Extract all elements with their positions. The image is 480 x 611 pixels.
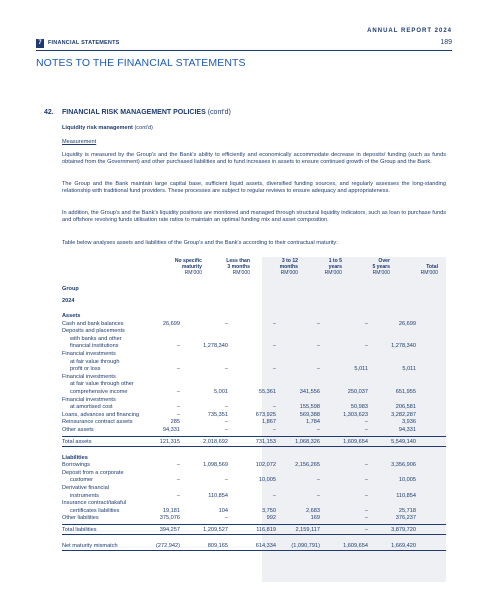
cell-value: 206,581: [395, 404, 416, 411]
paragraph-1: Liquidity is measured by the Group's and the Bank's ability to efficiently and economically accommodate decrease in deposits/ funding (such as funds obtained from the Government) and other purchased liabilities and to fund increases in assets to ensure continued growth of the Group and the Bank.: [62, 152, 446, 166]
cell-value: 1,068,326: [295, 438, 320, 445]
column-header-line: RM'000: [420, 270, 438, 277]
note-number: 42.: [44, 109, 54, 116]
cell-value: –: [316, 477, 320, 484]
note-title-cont: (cont'd): [207, 109, 231, 116]
cell-value: 2,156,265: [295, 462, 320, 469]
row-label: Cash and bank balances: [62, 320, 124, 327]
row-label: Total assets: [62, 438, 92, 445]
column-header-line: RM'000: [184, 270, 202, 277]
header-rule: [36, 50, 452, 51]
row-label: instruments: [70, 492, 99, 499]
column-header-line: Total: [426, 264, 438, 271]
table-row: [62, 297, 446, 305]
cell-value: (1,090,791): [291, 543, 320, 549]
row-label: Other assets: [62, 427, 94, 433]
cell-value: –: [176, 366, 180, 373]
paragraph-2: The Group and the Bank maintain large capital base, sufficient liquid assets, diversified funding sources, and regularly assesses the long-standing relationship with traditional fund providers. These processes are subject to regular reviews to ensure adequacy and appropriateness.: [62, 181, 446, 195]
cell-value: 614,334: [255, 543, 276, 549]
table-row: [62, 526, 446, 534]
column-header-line: RM'000: [372, 270, 390, 277]
cell-value: 1,609,654: [343, 543, 368, 549]
subheading-cont: (cont'd): [134, 125, 153, 131]
table-rule: [62, 550, 446, 551]
table-rule: [62, 436, 446, 437]
cell-value: 110,854: [396, 492, 416, 499]
section-name: FINANCIAL STATEMENTS: [48, 40, 120, 46]
cell-value: 169: [310, 515, 320, 522]
cell-value: –: [272, 343, 276, 350]
row-label: Financial investments: [62, 351, 116, 357]
cell-value: 735,351: [207, 411, 228, 418]
cell-value: 19,181: [162, 507, 180, 514]
cell-value: 5,011: [402, 366, 416, 373]
row-label: at amortised cost: [70, 404, 113, 411]
cell-value: 992: [266, 515, 276, 522]
row-label: Net maturity mismatch: [62, 543, 118, 549]
cell-value: 1,609,654: [343, 438, 368, 445]
cell-value: 1,278,340: [391, 343, 416, 350]
row-label: Insurance contract/takaful: [62, 500, 127, 507]
cell-value: 375,076: [159, 515, 180, 522]
cell-value: –: [272, 404, 276, 411]
table-row: [62, 438, 446, 446]
cell-value: 55,361: [258, 389, 276, 395]
cell-value: 102,072: [255, 462, 276, 469]
row-label: Deposits and placements: [62, 328, 125, 335]
cell-value: –: [364, 343, 368, 350]
table-row: [62, 514, 446, 522]
cell-value: 94,331: [162, 427, 180, 433]
cell-value: 10,005: [398, 477, 416, 484]
cell-value: 1,669,420: [391, 543, 416, 549]
cell-value: –: [176, 343, 180, 350]
cell-value: 3,936: [402, 419, 416, 426]
column-header: [152, 258, 202, 277]
cell-value: 2,683: [306, 507, 320, 514]
row-label: at fair value through other: [70, 381, 134, 388]
cell-value: –: [364, 527, 368, 533]
column-header-line: 5 years: [372, 264, 390, 271]
cell-value: –: [316, 343, 320, 350]
column-header-line: Less than: [226, 258, 250, 264]
column-header-line: 3 months: [227, 264, 250, 271]
cell-value: –: [224, 366, 228, 373]
cell-value: –: [316, 320, 320, 327]
report-label: ANNUAL REPORT 2024: [367, 28, 452, 34]
cell-value: 26,699: [162, 320, 180, 327]
cell-value: 2,018,692: [203, 438, 228, 445]
cell-value: –: [364, 462, 368, 469]
cell-value: –: [224, 477, 228, 484]
cell-value: –: [364, 492, 368, 499]
row-label: with banks and other: [70, 335, 122, 342]
cell-value: –: [364, 507, 368, 514]
column-header-line: 3 to 12: [281, 258, 298, 264]
row-label: customer: [70, 477, 94, 484]
cell-value: 1,278,340: [203, 343, 228, 350]
column-header-line: No specific: [174, 258, 202, 264]
cell-value: 1,784: [306, 419, 320, 426]
cell-value: –: [224, 419, 228, 426]
table-row: [62, 426, 446, 434]
row-label: Derivative financial: [62, 485, 109, 491]
cell-value: 50,983: [350, 404, 368, 411]
measurement-heading: Measurement: [62, 139, 97, 145]
cell-value: 341,556: [299, 389, 320, 395]
cell-value: –: [316, 427, 320, 433]
column-header-line: RM'000: [232, 270, 250, 277]
cell-value: 3,282,287: [391, 411, 416, 418]
row-label: profit or loss: [70, 366, 101, 373]
column-header-line: RM'000: [324, 270, 342, 277]
cell-value: 104: [218, 507, 228, 514]
column-header-line: 1 to 5: [328, 258, 342, 264]
cell-value: –: [364, 427, 368, 433]
table-row: [62, 542, 446, 550]
row-label: Reinsurance contract assets: [62, 419, 133, 426]
cell-value: –: [316, 492, 320, 499]
cell-value: –: [176, 404, 180, 411]
cell-value: 2,159,117: [295, 527, 320, 533]
cell-value: 1,303,623: [343, 411, 368, 418]
cell-value: –: [364, 515, 368, 522]
row-label: Group: [62, 286, 79, 292]
note-title: [62, 109, 231, 116]
cell-value: –: [272, 492, 276, 499]
row-label: Other liabilities: [62, 515, 99, 522]
cell-value: 121,315: [159, 438, 180, 445]
cell-value: 94,331: [398, 427, 416, 433]
row-label: Liabilities: [62, 454, 88, 461]
section-number-badge: 7: [36, 39, 44, 48]
cell-value: –: [224, 427, 228, 433]
cell-value: –: [224, 320, 228, 327]
table-rule: [62, 534, 446, 535]
row-label: at fair value through: [70, 358, 120, 365]
cell-value: 10,005: [258, 477, 276, 484]
cell-value: 569,388: [299, 411, 320, 418]
cell-value: 1,867: [262, 419, 276, 426]
cell-value: –: [176, 389, 180, 395]
cell-value: –: [176, 492, 180, 499]
cell-value: 394,257: [159, 527, 180, 533]
cell-value: 651,955: [395, 389, 416, 395]
cell-value: –: [176, 477, 180, 484]
cell-value: 155,598: [299, 404, 320, 411]
row-label: financial institutions: [70, 343, 119, 350]
cell-value: 3,750: [262, 507, 276, 514]
cell-value: –: [272, 427, 276, 433]
cell-value: 376,237: [395, 515, 416, 522]
subheading-text: Liquidity risk management: [62, 125, 133, 131]
row-label: 2024: [62, 298, 75, 304]
cell-value: 250,037: [347, 389, 368, 395]
cell-value: –: [272, 366, 276, 373]
cell-value: 116,819: [256, 527, 276, 533]
cell-value: 1,209,527: [203, 527, 228, 533]
cell-value: 26,699: [398, 320, 416, 327]
cell-value: –: [364, 320, 368, 327]
table-rule: [62, 524, 446, 525]
row-label: Loans, advances and financing: [62, 411, 140, 418]
cell-value: –: [176, 411, 180, 418]
cell-value: 809,165: [207, 543, 228, 549]
paragraph-3: In addition, the Group's and the Bank's liquidity positions are monitored and managed through structural liquidity indicators, such as loan to purchase funds and offshore revolving funds utilisation rate ratios to maintain an optimal funding mix and asset composition.: [62, 210, 446, 224]
cell-value: –: [316, 366, 320, 373]
cell-value: 5,549,140: [391, 438, 416, 445]
cell-value: –: [364, 419, 368, 426]
cell-value: 285: [170, 419, 180, 426]
column-header-line: months: [279, 264, 298, 271]
cell-value: 110,854: [208, 492, 228, 499]
table-row: [62, 285, 446, 293]
row-label: Financial investments: [62, 396, 116, 403]
page-number: 189: [440, 39, 452, 46]
row-label: Total liabilities: [62, 527, 97, 533]
cell-value: –: [224, 515, 228, 522]
cell-value: 3,879,720: [391, 527, 416, 533]
row-label: certificates liabilities: [70, 507, 120, 514]
cell-value: –: [272, 320, 276, 327]
cell-value: 5,011: [354, 366, 368, 373]
column-header-line: maturity: [181, 264, 202, 271]
row-label: Deposit from a corporate: [62, 469, 124, 476]
column-header-line: years: [328, 264, 342, 271]
table-rule: [62, 446, 446, 447]
column-header: [248, 258, 298, 277]
cell-value: (272,942): [156, 543, 180, 549]
row-label: Assets: [62, 313, 81, 319]
column-header: [340, 258, 390, 277]
cell-value: 1,098,569: [203, 462, 228, 469]
row-label: Borrowings: [62, 462, 90, 469]
cell-value: 731,153: [255, 438, 276, 445]
column-header-line: RM'000: [280, 270, 298, 277]
subheading: [62, 125, 153, 131]
column-header: [292, 258, 342, 277]
column-header-line: Over: [378, 258, 390, 264]
row-label: comprehensive income: [70, 389, 128, 395]
cell-value: 3,356,906: [391, 462, 416, 469]
cell-value: –: [224, 404, 228, 411]
paragraph-4: Table below analyses assets and liabilities of the Group's and the Bank's according to their contractual maturity:: [62, 240, 338, 246]
cell-value: 5,001: [214, 389, 228, 395]
cell-value: 673,925: [255, 411, 276, 418]
column-header: [388, 258, 438, 277]
cell-value: –: [364, 477, 368, 484]
cell-value: –: [176, 462, 180, 469]
cell-value: 25,718: [398, 507, 416, 514]
note-title-text: FINANCIAL RISK MANAGEMENT POLICIES: [62, 109, 206, 116]
row-label: Financial investments: [62, 373, 116, 380]
column-header: [200, 258, 250, 277]
page-title: NOTES TO THE FINANCIAL STATEMENTS: [36, 57, 246, 69]
